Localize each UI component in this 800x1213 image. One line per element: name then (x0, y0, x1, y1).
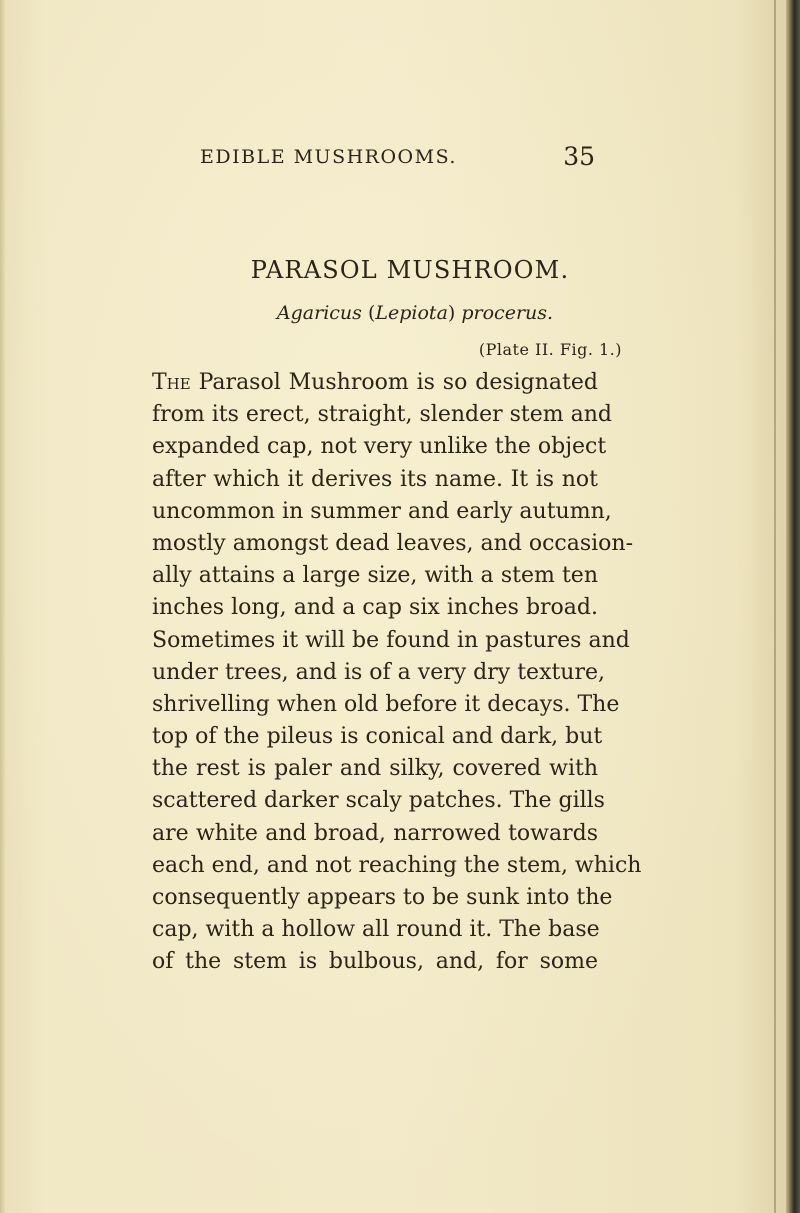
opening-word: The (152, 370, 191, 395)
genus-name: Agaricus (276, 302, 362, 324)
body-line: after which it derives its name. It is not (152, 466, 598, 492)
body-line-text: Parasol Mushroom is so designated (190, 370, 598, 395)
body-line: shrivelling when old before it decays. The (152, 691, 620, 717)
running-head (200, 142, 595, 176)
species-name: procerus. (461, 302, 554, 324)
body-line: mostly amongst dead leaves, and occasion- (152, 530, 634, 556)
binding-shadow-line (774, 0, 776, 1213)
body-line: consequently appears to be sunk into the (152, 885, 613, 910)
body-line: under trees, and is of a very dry texture, (152, 659, 606, 685)
subgenus-name: Lepiota (375, 302, 448, 324)
body-line: scattered darker scaly patches. The gills (152, 788, 605, 814)
plate-reference: (Plate II. Fig. 1.) (478, 340, 622, 359)
body-line: from its erect, straight, slender stem and (152, 402, 613, 428)
body-line: uncommon in summer and early autumn, (152, 498, 612, 524)
subgenus-open-paren: ( (367, 302, 376, 324)
body-line: top of the pileus is conical and dark, but (152, 724, 603, 750)
body-line: each end, and not reaching the stem, which (152, 852, 642, 878)
running-head-title: EDIBLE MUSHROOMS. (200, 146, 457, 168)
body-line: expanded cap, not very unlike the object (152, 434, 607, 460)
body-line: ally attains a large size, with a stem ten (152, 563, 598, 589)
body-line: inches long, and a cap six inches broad. (152, 595, 598, 621)
body-line: of the stem is bulbous, and, for some (152, 949, 598, 975)
subgenus-close-paren: ) (447, 302, 456, 324)
book-binding-edge (786, 0, 800, 1213)
body-paragraph (152, 367, 642, 979)
body-line: Sometimes it will be found in pastures and (152, 627, 630, 653)
scientific-name (0, 302, 800, 324)
body-line: are white and broad, narrowed towards (152, 820, 598, 846)
body-line: cap, with a hollow all round it. The base (152, 917, 600, 943)
body-line: the rest is paler and silky, covered with (152, 756, 598, 782)
page-number: 35 (563, 142, 595, 171)
article-heading: PARASOL MUSHROOM. (250, 256, 570, 284)
page-left-edge (0, 0, 6, 1213)
body-line (152, 367, 598, 399)
